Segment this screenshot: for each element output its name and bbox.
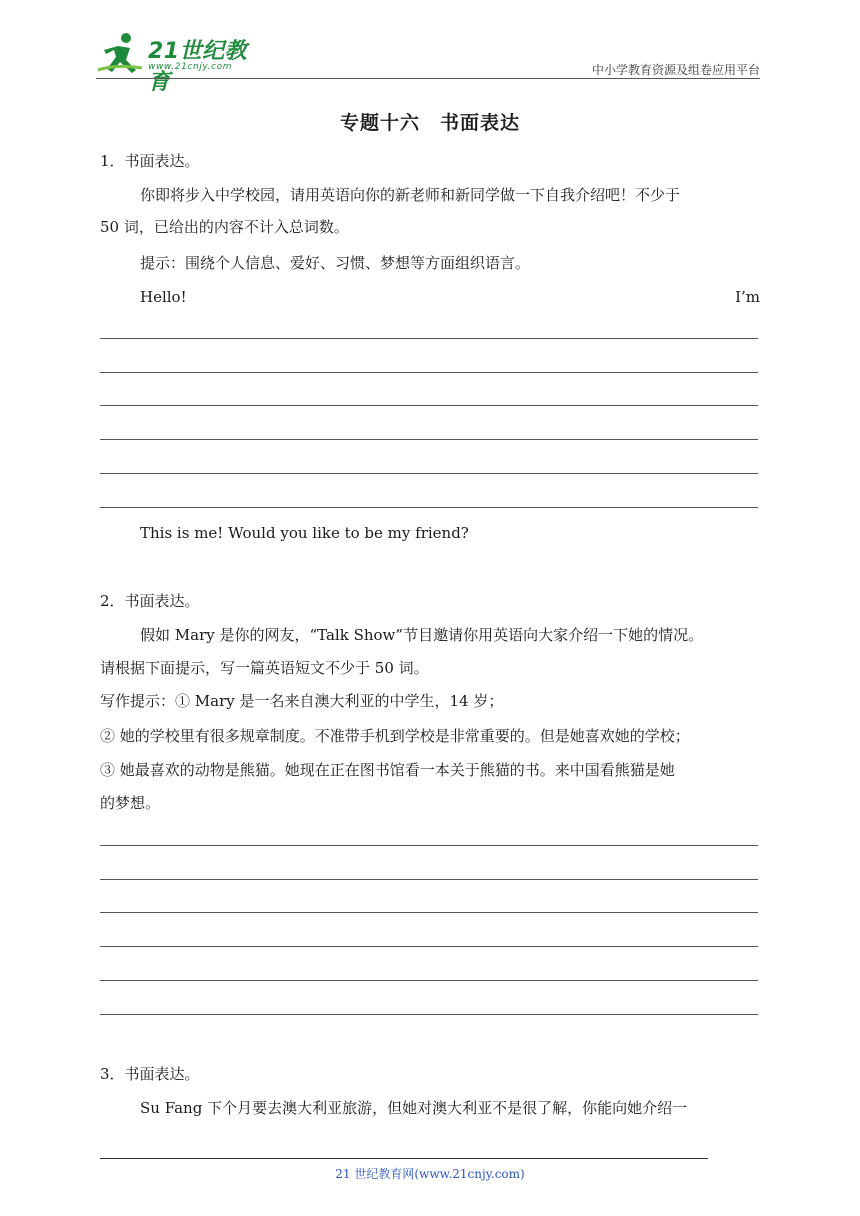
q1-tip: 提示：围绕个人信息、爱好、习惯、梦想等方面组织语言。 — [140, 254, 531, 272]
q2-answer-line[interactable] — [100, 946, 758, 947]
q2-tip-3-cont: 的梦想。 — [100, 794, 161, 812]
logo-url: www.21cnjy.com — [148, 62, 233, 72]
q1-start-text: Hello! — [140, 288, 187, 306]
q2-answer-line[interactable] — [100, 912, 758, 913]
q2-tip-3: ③ 她最喜欢的动物是熊猫。她现在正在图书馆看一本关于熊猫的书。来中国看熊猫是她 — [100, 761, 675, 779]
q1-number: 1．书面表达。 — [100, 152, 200, 170]
q1-answer-line[interactable] — [100, 405, 758, 406]
header-divider — [96, 78, 760, 79]
q1-prompt: 你即将步入中学校园，请用英语向你的新老师和新同学做一下自我介绍吧！不少于 — [140, 186, 681, 204]
q2-number: 2．书面表达。 — [100, 592, 200, 610]
q1-answer-line[interactable] — [100, 507, 758, 508]
q1-end-text: This is me! Would you like to be my friend? — [140, 524, 469, 542]
footer-link[interactable]: 21 世纪教育网(www.21cnjy.com) — [335, 1167, 525, 1181]
q1-answer-line[interactable] — [100, 473, 758, 474]
footer-divider — [100, 1158, 708, 1159]
page-title: 专题十六 书面表达 — [339, 112, 520, 134]
q1-start-right: I’m — [735, 288, 760, 306]
q1-answer-line[interactable] — [100, 439, 758, 440]
q2-tip-2: ② 她的学校里有很多规章制度。不准带手机到学校是非常重要的。但是她喜欢她的学校； — [100, 727, 690, 745]
q3-prompt: Su Fang 下个月要去澳大利亚旅游，但她对澳大利亚不是很了解，你能向她介绍一 — [140, 1099, 688, 1117]
q2-answer-line[interactable] — [100, 980, 758, 981]
q3-number: 3．书面表达。 — [100, 1065, 200, 1083]
q1-answer-line[interactable] — [100, 372, 758, 373]
q2-answer-line[interactable] — [100, 845, 758, 846]
q2-answer-line[interactable] — [100, 1014, 758, 1015]
page-header — [96, 30, 760, 95]
platform-label: 中小学教育资源及组卷应用平台 — [591, 63, 760, 77]
q2-prompt: 假如 Mary 是你的网友，“Talk Show”节目邀请你用英语向大家介绍一下她的情况。 — [140, 626, 704, 644]
logo — [96, 30, 266, 95]
q2-prompt-cont: 请根据下面提示，写一篇英语短文不少于 50 词。 — [100, 659, 429, 677]
q1-prompt-cont: 50 词，已给出的内容不计入总词数。 — [100, 218, 349, 236]
runner-logo-icon — [96, 30, 146, 76]
q2-tip-1: 写作提示：① Mary 是一名来自澳大利亚的中学生，14 岁； — [100, 692, 504, 710]
q1-answer-line[interactable] — [100, 338, 758, 339]
q2-answer-line[interactable] — [100, 879, 758, 880]
logo-text: 21世纪教育 — [148, 39, 248, 95]
